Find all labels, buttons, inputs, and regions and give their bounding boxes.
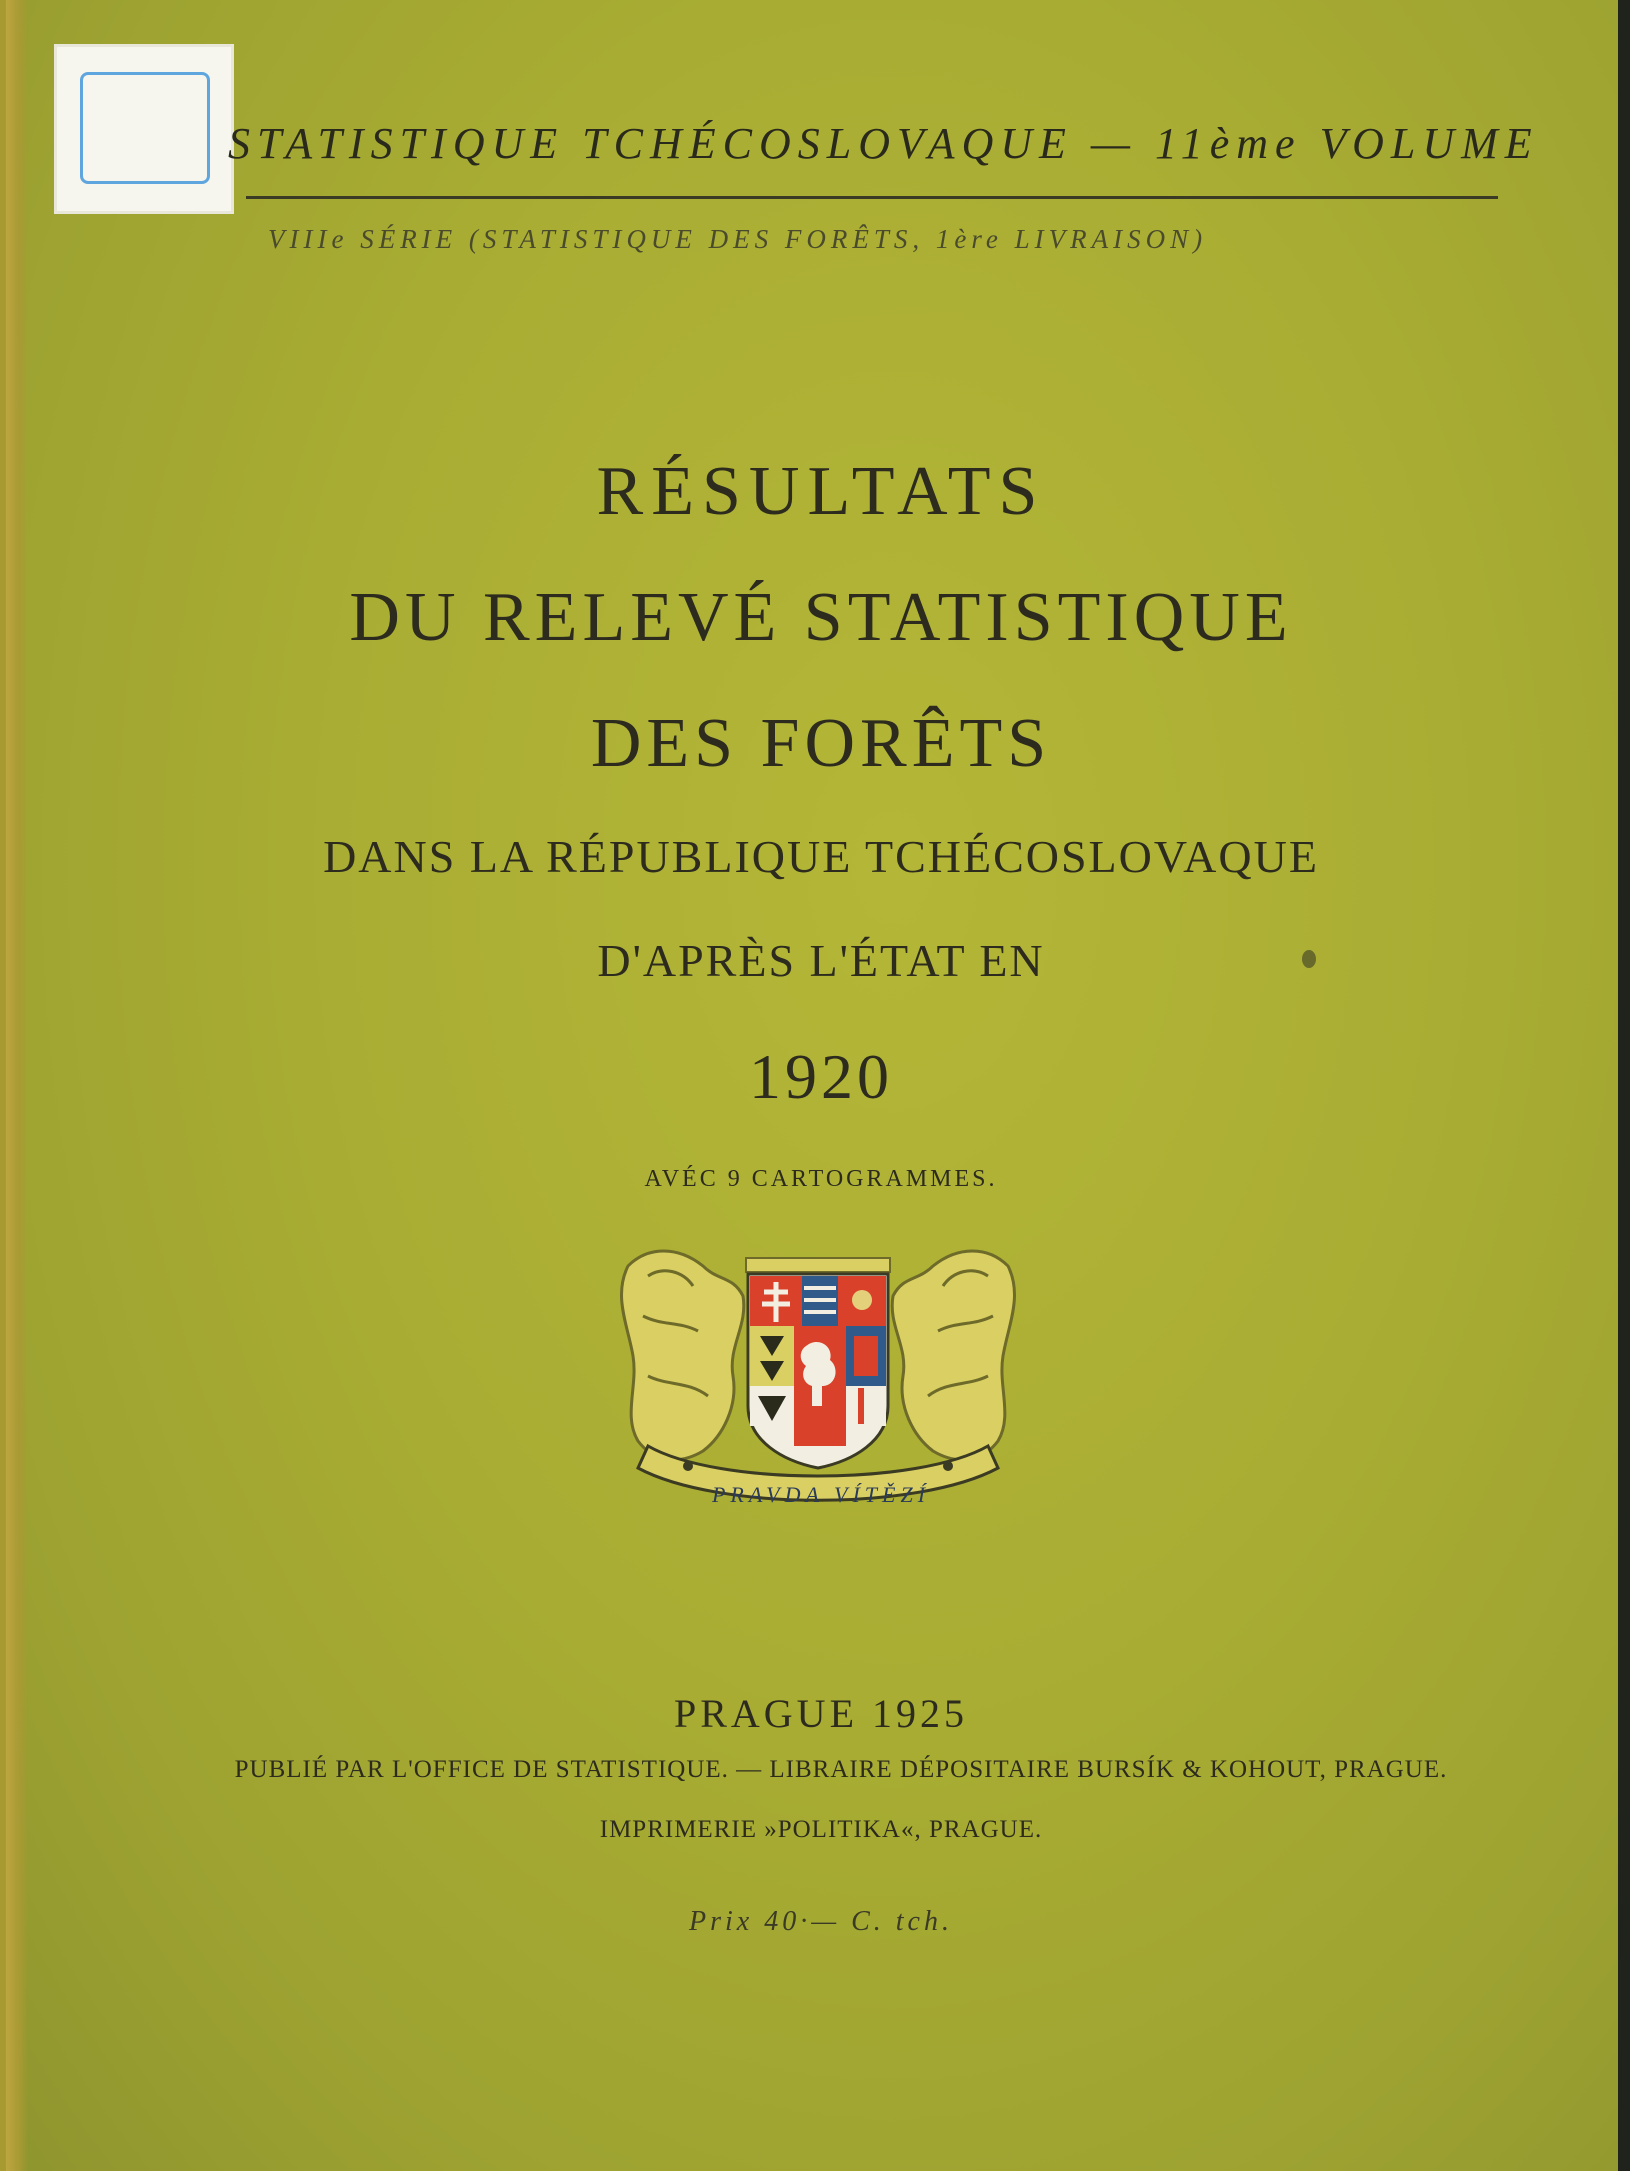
- title-line-4: DANS LA RÉPUBLIQUE TCHÉCOSLOVAQUE: [323, 831, 1319, 882]
- title-line-5: D'APRÈS L'ÉTAT EN: [597, 935, 1045, 986]
- subseries-title: VIIIe SÉRIE (STATISTIQUE DES FORÊTS, 1ère LIVRAISON): [268, 224, 1208, 254]
- printer-line: IMPRIMERIE »POLITIKA«, PRAGUE.: [599, 1816, 1043, 1843]
- emblem-motto: PRAVDA VÍTĚZÍ: [711, 1482, 931, 1507]
- header-rule: [246, 196, 1498, 199]
- price-line: Prix 40·— C. tch.: [689, 1906, 953, 1937]
- title-line-2: DU RELEVÉ STATISTIQUE: [349, 579, 1293, 656]
- library-label-frame: [80, 72, 210, 184]
- place-and-year: PRAGUE 1925: [673, 1691, 969, 1736]
- title-line-1: RÉSULTATS: [596, 453, 1046, 530]
- series-title: STATISTIQUE TCHÉCOSLOVAQUE — 11ème VOLUME: [228, 119, 1539, 168]
- library-label: [54, 44, 234, 214]
- title-line-3: DES FORÊTS: [590, 705, 1052, 782]
- publisher-line: PUBLIÉ PAR L'OFFICE DE STATISTIQUE. — LIBRAIRE DÉPOSITAIRE BURSÍK & KOHOUT, PRAGUE.: [234, 1756, 1448, 1783]
- supplement-note: AVÉC 9 CARTOGRAMMES.: [644, 1166, 998, 1192]
- title-year: 1920: [749, 1041, 893, 1112]
- paper-stain: [1302, 950, 1316, 968]
